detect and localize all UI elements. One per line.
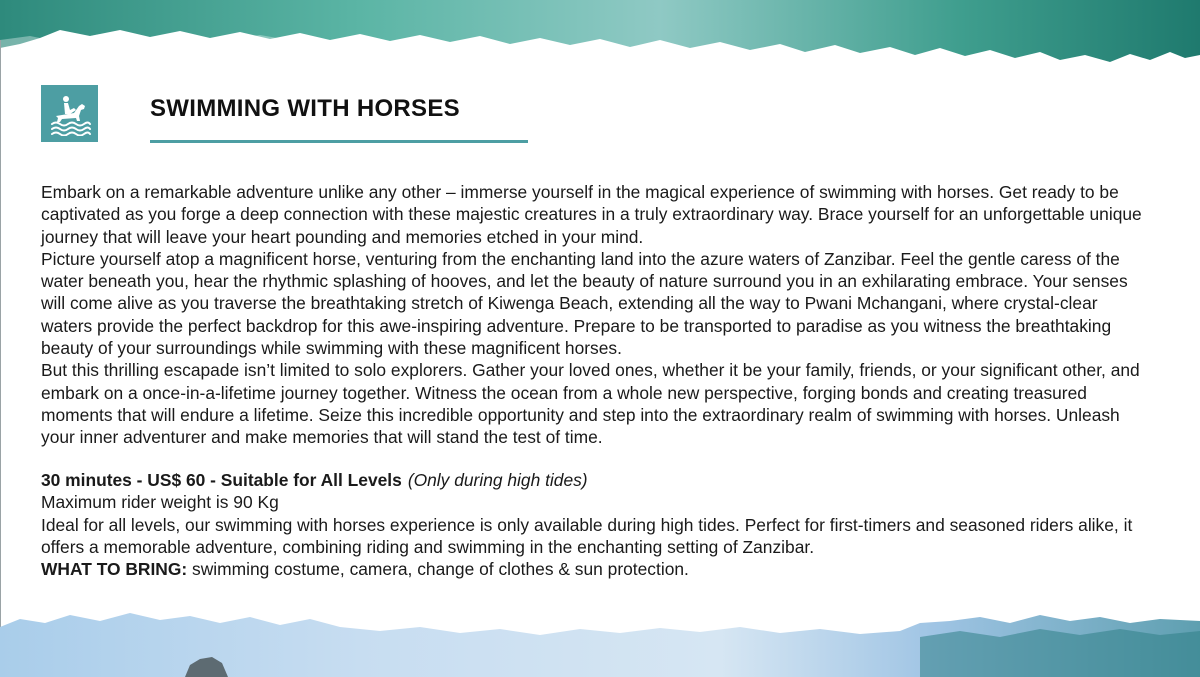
top-decorative-band <box>0 0 1200 80</box>
weight-limit: Maximum rider weight is 90 Kg <box>41 492 279 513</box>
what-to-bring-label: WHAT TO BRING: <box>41 559 188 580</box>
what-to-bring <box>41 558 1151 580</box>
page-left-edge <box>0 40 1 640</box>
what-to-bring-items: swimming costume, camera, change of clothes & sun protection. <box>192 559 689 580</box>
title-underline <box>150 140 528 143</box>
tide-note: (Only during high tides) <box>407 470 588 490</box>
page-title: SWIMMING WITH HORSES <box>150 95 460 122</box>
activity-details <box>41 469 1151 580</box>
horse-rider-waves-icon <box>48 92 92 136</box>
group-paragraph: But this thrilling escapade isn’t limited to solo explorers. Gather your loved ones, whether it be your family, friends, or your significant other, and embark on a once-in-a-lifetime journey together. Witness the ocean from a whole new perspective, forging bonds and creating treasured moments that will endure a lifetime. Seize this incredible opportunity and step into the extraordinary realm of swimming with horses. Unleash your inner adventurer and make memories that will stand the test of time. <box>41 360 1140 448</box>
levels-description: Ideal for all levels, our swimming with horses experience is only available during high tides. Perfect for first-timers and seasoned riders alike, it offers a memorable adventure, combining riding and swimming in the enchanting setting of Zanzibar. <box>41 514 1133 557</box>
activity-icon-tile <box>41 85 98 142</box>
summary-line <box>41 469 1151 491</box>
price-duration-summary: 30 minutes - US$ 60 - Suitable for All Levels <box>41 470 402 490</box>
description-body <box>41 181 1151 449</box>
bottom-decorative-band <box>0 607 1200 677</box>
experience-paragraph: Picture yourself atop a magnificent horse, venturing from the enchanting land into the azure waters of Zanzibar. Feel the gentle caress of the water beneath you, hear the rhythmic splashing of hooves, and let the beauty of nature surround you in an exhilarating embrace. Your senses will come alive as you traverse the breathtaking stretch of Kiwenga Beach, extending all the way to Pwani Mchangani, where crystal-clear waters provide the perfect backdrop for this awe-inspiring adventure. Prepare to be transported to paradise as you witness the breathtaking beauty of your surroundings while swimming with these magnificent horses. <box>41 248 1128 359</box>
intro-paragraph: Embark on a remarkable adventure unlike any other – immerse yourself in the magical experience of swimming with horses. Get ready to be captivated as you forge a deep connection with these majestic creatures in a truly extraordinary way. Brace yourself for an unforgettable unique journey that will leave your heart pounding and memories etched in your mind. <box>41 182 1142 247</box>
